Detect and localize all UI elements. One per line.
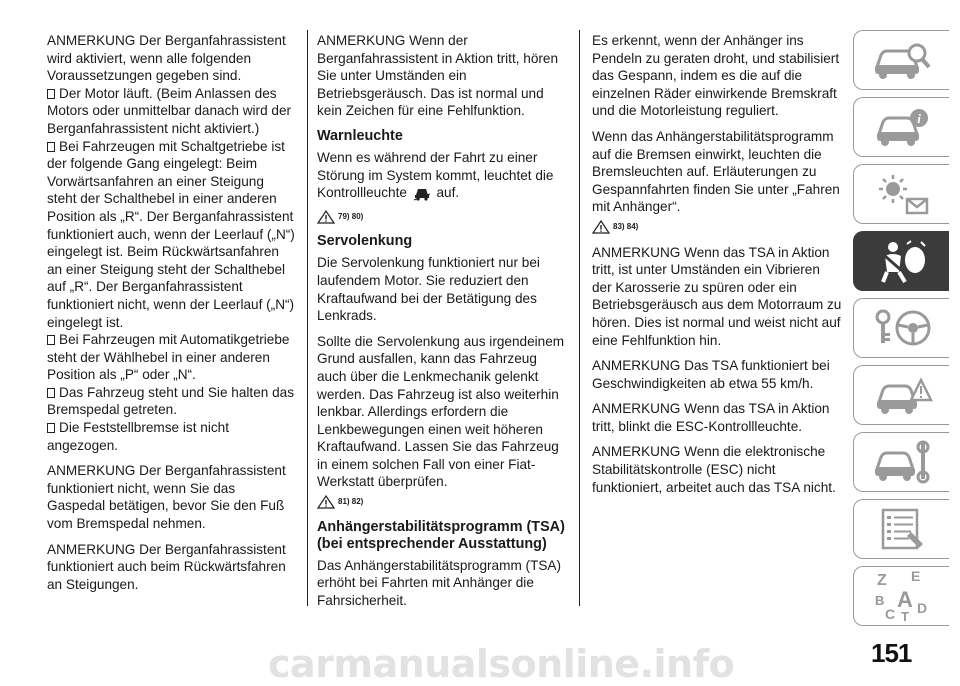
key-steering-wheel-icon — [871, 305, 933, 351]
car-info-icon — [871, 104, 933, 150]
svg-text:B: B — [874, 593, 884, 608]
warning-reference[interactable] — [592, 218, 842, 236]
column-2 — [317, 32, 569, 617]
warning-reference[interactable] — [317, 493, 569, 511]
bullet-item — [47, 138, 297, 332]
note-paragraph: ANMERKUNG Wenn die elektronische Stabilitätskontrolle (ESC) nicht funktioniert, arbeitet auch das TSA nicht. — [592, 444, 836, 495]
bullet-icon — [47, 423, 55, 433]
tab-starting-driving[interactable] — [853, 298, 949, 358]
column-1 — [47, 32, 297, 601]
car-search-icon — [871, 37, 933, 83]
section-heading-warnleuchte: Warnleuchte — [317, 127, 403, 144]
body-paragraph: Das Anhängerstabilitätsprogramm (TSA) erhöht bei Fahrten mit Anhänger die Fahrsicherheit. — [317, 557, 562, 608]
body-paragraph: Die Servolenkung funktioniert nur bei laufendem Motor. Sie reduziert den Kraftaufwand bei der Betätigung des Lenkrads. — [317, 255, 540, 324]
bullet-item — [47, 331, 297, 384]
car-breakdown-icon — [871, 372, 933, 418]
bullet-icon — [47, 89, 55, 99]
warning-reference[interactable] — [317, 208, 569, 226]
reference-label: 79) 80) — [338, 211, 364, 221]
body-text: Wenn es während der Fahrt zu einer Störung im System kommt, leuchtet die Kontrollleuchte — [317, 149, 554, 201]
tab-technical-data[interactable] — [853, 499, 949, 559]
chapter-sidebar — [853, 30, 953, 633]
bullet-item — [47, 85, 297, 138]
note-paragraph: ANMERKUNG Das TSA funktioniert bei Geschwindigkeiten ab etwa 55 km/h. — [592, 358, 830, 391]
svg-text:E: E — [910, 569, 920, 584]
hill-start-warning-icon — [413, 185, 431, 206]
svg-text:A: A — [896, 587, 913, 612]
watermark: carmanualsonline.info — [268, 642, 735, 686]
column-divider — [579, 30, 580, 606]
section-heading-servolenkung: Servolenkung — [317, 233, 413, 250]
warning-triangle-icon — [592, 220, 610, 234]
bullet-item — [47, 384, 297, 419]
specifications-list-icon — [871, 506, 933, 552]
bullet-icon — [47, 142, 55, 152]
bullet-item — [47, 419, 297, 454]
page-number: 151 — [871, 638, 912, 668]
tab-car-search[interactable] — [853, 30, 949, 90]
bullet-text: Bei Fahrzeugen mit Automatikgetriebe steht der Wählhebel in einer anderen Position als „P“ oder „N“. — [47, 332, 290, 383]
note-paragraph: ANMERKUNG Der Berganfahrassistent wird aktiviert, wenn alle folgenden Voraussetzungen gegeben sind. — [47, 33, 286, 84]
svg-text:T: T — [900, 609, 909, 623]
tab-emergency[interactable] — [853, 365, 949, 425]
svg-text:D: D — [916, 600, 927, 616]
warning-lights-icon — [871, 171, 933, 217]
body-paragraph — [317, 149, 569, 206]
note-paragraph: ANMERKUNG Wenn der Berganfahrassistent in Aktion tritt, hören Sie unter Umständen ein Betriebsgeräusch. Das ist normal und kein Zeichen für eine Fehlfunktion. — [317, 33, 559, 119]
tab-safety[interactable] — [853, 231, 949, 291]
warning-triangle-icon — [317, 210, 335, 224]
tab-car-info[interactable] — [853, 97, 949, 157]
svg-text:i: i — [916, 111, 921, 126]
body-text: auf. — [436, 185, 460, 201]
reference-label: 83) 84) — [613, 221, 639, 231]
bullet-text: Bei Fahrzeugen mit Schaltgetriebe ist der folgende Gang eingelegt: Beim Vorwärtsanfahren an einer Steigung steht der Schalthebel in einer anderen Position als „R“. Der Berganfahrassistent funktioniert auch, wenn der Leerlauf („N“) eingelegt ist. Beim Rückwärtsanfahren an einer Steigung steht der Schalthebel auf „R“. Der Berganfahrassistent funktioniert nicht, wenn der Leerlauf („N“) eingelegt ist. — [47, 138, 295, 330]
tab-maintenance[interactable] — [853, 432, 949, 492]
body-paragraph: Es erkennt, wenn der Anhänger ins Pendeln zu geraten droht, und stabilisiert das Gespann, indem es die auf die einzelnen Räder einwirkende Bremskraft und die Motorleistung reguliert. — [592, 33, 840, 119]
tab-warning-lights[interactable] — [853, 164, 949, 224]
reference-label: 81) 82) — [338, 497, 364, 507]
car-maintenance-icon — [871, 439, 933, 485]
bullet-text: Der Motor läuft. (Beim Anlassen des Motors oder unmittelbar danach wird der Berganfahrassistent nicht aktiviert.) — [47, 85, 292, 136]
alphabet-index-icon — [871, 569, 933, 623]
column-3 — [592, 32, 842, 504]
section-heading-tsa: Anhängerstabilitätsprogramm (TSA) (bei entsprechender Ausstattung) — [317, 518, 565, 552]
seatbelt-airbag-icon — [871, 238, 933, 284]
bullet-icon — [47, 335, 55, 345]
warning-triangle-icon — [317, 495, 335, 509]
note-paragraph: ANMERKUNG Wenn das TSA in Aktion tritt, ist unter Umständen ein Vibrieren der Karosserie zu spüren oder ein Betriebsgeräusch aus dem Motorraum zu hören. Dies ist normal und weist nicht auf eine Fehlfunktion hin. — [592, 244, 842, 348]
column-divider — [307, 30, 308, 606]
note-paragraph: ANMERKUNG Der Berganfahrassistent funktioniert auch beim Rückwärtsfahren an Steigungen. — [47, 541, 286, 592]
bullet-text: Die Feststellbremse ist nicht angezogen. — [47, 420, 229, 453]
note-paragraph: ANMERKUNG Wenn das TSA in Aktion tritt, blinkt die ESC-Kontrollleuchte. — [592, 401, 830, 434]
note-paragraph: ANMERKUNG Der Berganfahrassistent funktioniert nicht, wenn Sie das Gaspedal betätigen, bevor Sie den Fuß vom Bremspedal nehmen. — [47, 463, 286, 532]
tab-index[interactable] — [853, 566, 949, 626]
svg-text:C: C — [884, 606, 895, 622]
bullet-text: Das Fahrzeug steht und Sie halten das Bremspedal getreten. — [47, 384, 295, 418]
bullet-icon — [47, 388, 55, 398]
svg-text:Z: Z — [876, 572, 887, 589]
body-paragraph: Wenn das Anhängerstabilitätsprogramm auf die Bremsen einwirkt, leuchten die Bremsleuchten auf. Erläuterungen zu Gespannfahrten finden Sie unter „Fahren mit Anhänger“. — [592, 128, 840, 215]
body-paragraph: Sollte die Servolenkung aus irgendeinem Grund ausfallen, kann das Fahrzeug auch über die Lenkmechanik gelenkt werden. Das Fahrzeug ist also weiterhin lenkbar. Allerdings erfordern die Lenkbewegungen einen weit höheren Kraftaufwand. Lassen Sie das Fahrzeug in einem solchen Fall von einer Fiat-Werkstatt überprüfen. — [317, 333, 565, 490]
